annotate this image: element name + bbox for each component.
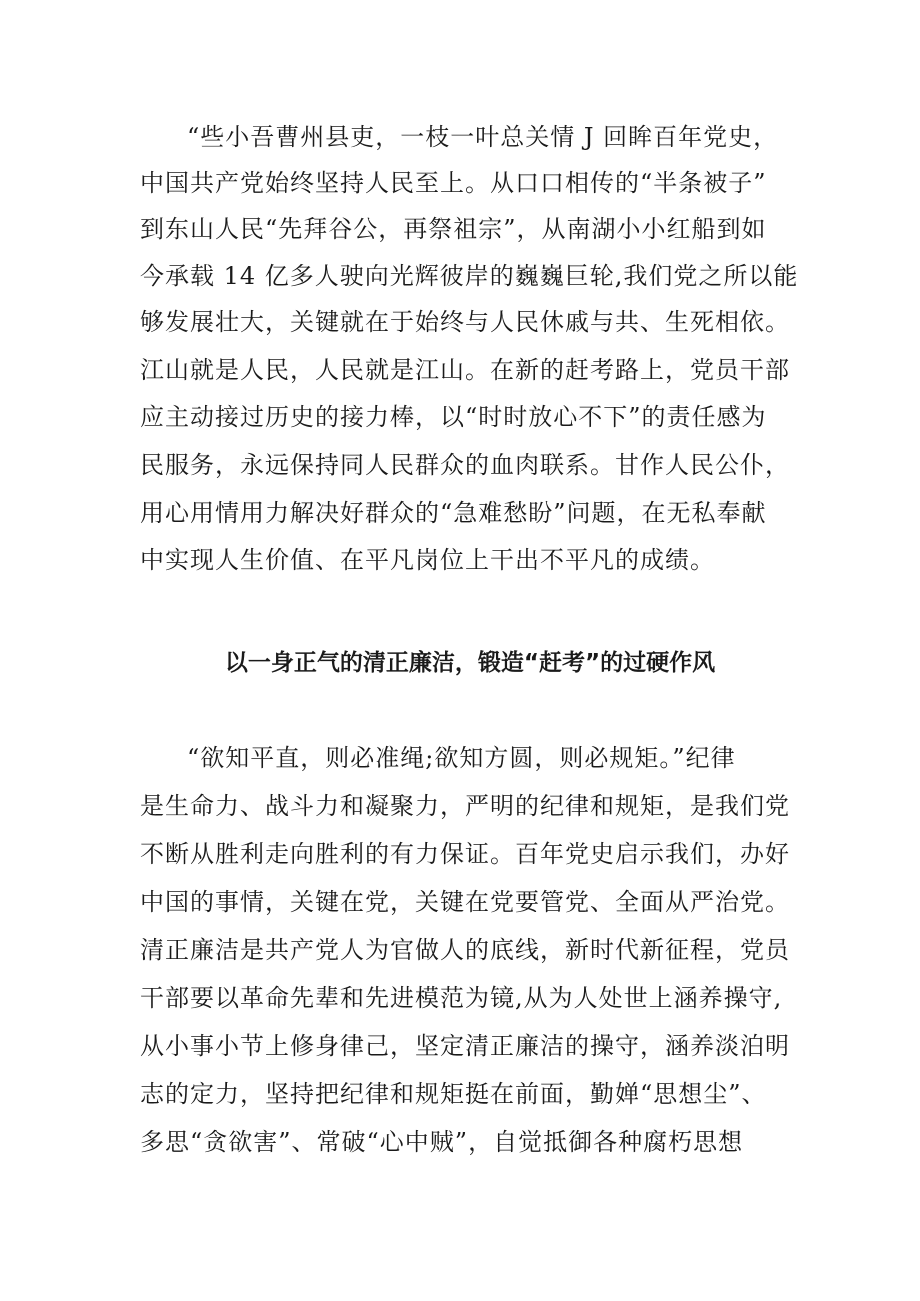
paragraph-1-line-1: “些小吾曹州县吏，一枝一叶总关情 J 回眸百年党史， <box>187 123 779 151</box>
paragraph-1-line-6: 江山就是人民，人民就是江山。在新的赶考路上，党员干部 <box>140 356 790 384</box>
paragraph-2-line-8: 志的定力，坚持把纪律和规矩挺在前面，勤婵“思想尘”、 <box>140 1080 767 1108</box>
paragraph-2-line-4: 中国的事情，关键在党，关键在党要管党、全面从严治党。 <box>140 888 790 916</box>
paragraph-1-line-10: 中实现人生价值、在平凡岗位上干出不平凡的成绩。 <box>140 546 715 574</box>
paragraph-1-line-2: 中国共产党始终坚持人民至上。从口口相传的“半条被子” <box>140 169 767 197</box>
paragraph-2-line-1: “欲知平直，则必准绳;欲知方圆，则必规矩。”纪律 <box>187 744 736 772</box>
paragraph-1-line-9: 用心用情用力解决好群众的“急难愁盼”问题，在无私奉献 <box>140 499 767 527</box>
paragraph-2-line-9: 多思“贪欲害”、常破“心中贼”，自觉抵御各种腐朽思想 <box>140 1128 744 1156</box>
paragraph-2-line-3: 不断从胜利走向胜利的有力保证。百年党史启示我们，办好 <box>140 840 790 868</box>
paragraph-1-line-3: 到东山人民“先拜谷公，再祭祖宗”，从南湖小小红船到如 <box>140 215 767 243</box>
paragraph-2-line-6: 干部要以革命先辈和先进模范为镜,从为人处世上涵养操守, <box>140 984 783 1012</box>
section-heading: 以一身正气的清正廉洁，锻造“赶考”的过硬作风 <box>224 650 716 676</box>
paragraph-2-line-7: 从小事小节上修身律己，坚定清正廉洁的操守，涵养淡泊明 <box>140 1032 790 1060</box>
paragraph-1-line-7: 应主动接过历史的接力棒，以“时时放心不下”的责任感为 <box>140 403 767 431</box>
paragraph-1-line-4: 今承载 14 亿多人驶向光辉彼岸的巍巍巨轮,我们党之所以能 <box>140 262 799 290</box>
paragraph-2-line-2: 是生命力、战斗力和凝聚力，严明的纪律和规矩，是我们党 <box>140 792 790 820</box>
paragraph-1-line-8: 民服务，永远保持同人民群众的血肉联系。甘作人民公仆， <box>140 451 790 479</box>
paragraph-2-line-5: 清正廉洁是共产党人为官做人的底线，新时代新征程，党员 <box>140 936 790 964</box>
paragraph-1-line-5: 够发展壮大，关键就在于始终与人民休戚与共、生死相依。 <box>140 308 790 336</box>
